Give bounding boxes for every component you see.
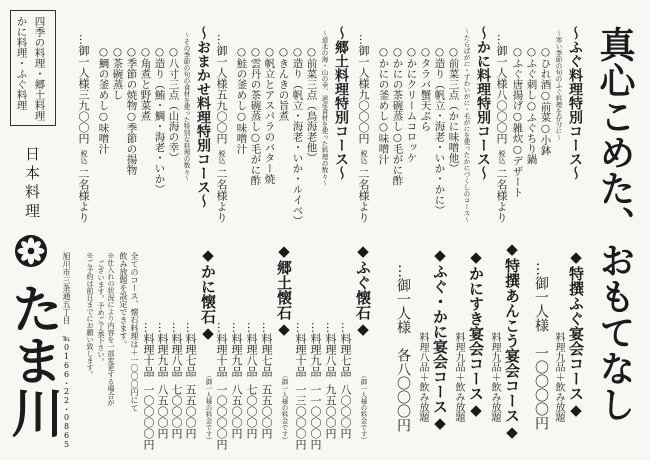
course-tax: 税込 — [218, 150, 226, 164]
note-line: 飲み放題を設定できます。 — [119, 252, 128, 348]
course-title: ～おまかせ料理特別コース～ — [195, 26, 211, 208]
course-item: ○造り（帆立・海老・いか・ルイベ） — [291, 46, 304, 226]
kaiseki-course: …料理八品 — [324, 322, 337, 377]
kaiseki-course: …料理九品 — [156, 322, 169, 377]
slogan: 真心こめた、おもてなし — [594, 26, 636, 422]
kaiseki-title: ◆郷土懐石◆ — [275, 242, 293, 338]
course-item: ○八寸三点（山海の幸） — [167, 46, 180, 163]
kaiseki-note: （御一人様の料金です） — [359, 372, 368, 444]
kaiseki-price: 七〇〇〇円 — [170, 384, 183, 439]
course-tax: 税込 — [498, 150, 506, 164]
course-subtitle: ～道北の海・山の幸、道産食材を使った料理の数々～ — [320, 30, 329, 186]
kaiseki-price: 八五〇〇円 — [230, 384, 243, 439]
kaiseki-course: …料理九品 — [309, 322, 322, 377]
course-title: ～郷土料理特別コース～ — [333, 26, 349, 180]
course-item: ○角煮と野菜煮 — [139, 46, 152, 121]
course-item: ○鮭の釜めし○味噌汁 — [235, 46, 248, 154]
kaiseki-price: 一三〇〇〇円 — [294, 384, 307, 450]
course-price: …御一人様五九〇〇円 — [215, 34, 228, 144]
kaiseki-note: （御一人様の料金です） — [204, 372, 213, 444]
course-item: ○季節の焼物○季節の揚物 — [125, 46, 138, 175]
telephone: ℡0166・22・0865 — [62, 334, 71, 449]
banquet-title: ◆ふぐ・かに宴会コース◆ — [431, 246, 449, 432]
logo-emblem-icon — [14, 234, 48, 268]
kaiseki-course: …料理七品 — [184, 322, 197, 377]
address: 旭川市三条通五丁目 — [62, 252, 71, 324]
banquet-detail: 料理九品＋飲み放題 — [489, 332, 500, 422]
course-title: ～かに料理特別コース～ — [475, 26, 491, 180]
banquet-title: ◆特撰あんこう宴会コース◆ — [503, 240, 521, 441]
kaiseki-price: 九五〇〇円 — [324, 384, 337, 439]
restaurant-name: たま川 — [2, 282, 63, 438]
banquet-price: …御一人様 一〇〇〇〇円 — [533, 262, 549, 430]
course-item: ○前菜三点（かに味噌他） — [447, 46, 460, 174]
course-item: ○ふぐ唐揚げ○雑炊○デザート — [511, 46, 524, 198]
genre-line: かに料理・ふぐ料理 — [15, 16, 28, 111]
note-line: 全てのコース、懐石料理は＋一〇〇〇円にて — [130, 252, 139, 412]
course-subtitle: ～その季節の旬の食材を使った特別な料理の数々～ — [182, 32, 191, 182]
kaiseki-price: 七〇〇〇円 — [245, 384, 258, 439]
banquet-title: ◆かにすき宴会コース◆ — [467, 248, 485, 419]
kaiseki-price: 一一〇〇〇円 — [309, 384, 322, 450]
kaiseki-course: …料理十品 — [215, 322, 228, 377]
kaiseki-course: …料理七品 — [260, 322, 273, 377]
course-item: ○造り（鮪・鯛・海老・いか） — [153, 46, 166, 195]
banquet-detail: 料理九品＋飲み放題 — [453, 332, 464, 422]
kaiseki-title: ◆かに懐石◆ — [199, 246, 217, 342]
kaiseki-course: …料理九品 — [230, 322, 243, 377]
course-item: ○ふぐ刺し○ふぐちり鍋 — [525, 46, 538, 165]
banquet-price: …御一人様 各八〇〇〇円 — [395, 264, 411, 432]
course-item: ○タラバ蟹天ぷら — [419, 46, 432, 132]
category-label: 日本料理 — [23, 146, 41, 222]
kaiseki-course: …料理十品 — [294, 322, 307, 377]
course-item: ○雲丹の茶碗蒸し○毛がに酢 — [249, 46, 262, 186]
kaiseki-course: …料理八品 — [245, 322, 258, 377]
banquet-detail: 料理八品＋飲み放題 — [417, 332, 428, 422]
course-tax: 税込 — [80, 150, 88, 164]
course-subtitle: ～寒い季節の旬のふぐ料理を存分に～ — [554, 30, 563, 141]
course-item: ○かにクリームコロッケ — [405, 46, 418, 163]
kaiseki-course: …料理十品 — [142, 322, 155, 377]
course-price: …御一人様九〇〇〇円 — [357, 34, 370, 144]
kaiseki-price: 一〇〇〇〇円 — [142, 384, 155, 450]
course-minimum: 二名様より — [495, 168, 508, 223]
course-minimum: 二名様より — [357, 168, 370, 223]
course-item: ○前菜三点（鳥海老他） — [305, 46, 318, 163]
course-item: ○帆立とアスパラのバター焼 — [263, 46, 276, 184]
course-price: …御一人様三九〇〇円 — [77, 34, 90, 144]
course-item: ○茶碗蒸し — [111, 46, 124, 100]
kaiseki-price: 五五〇〇円 — [184, 384, 197, 439]
course-item: ○ひれ酒○前菜○小鉢 — [539, 46, 552, 156]
course-item: ○かにの釜めし○味噌汁 — [377, 46, 390, 165]
kaiseki-price: 五五〇〇円 — [260, 384, 273, 439]
course-item: ○かにの茶碗蒸し○毛がに酢 — [391, 46, 404, 186]
note-line: ※ご予約は前日までにお願い致します。 — [86, 252, 94, 378]
kaiseki-course: …料理八品 — [170, 322, 183, 377]
kaiseki-course: …料理七品 — [339, 322, 352, 377]
course-subtitle: ～たらばがに・ずわいがに・毛がにを使ったかにづくしのコース～ — [462, 28, 471, 223]
course-tax: 税込 — [360, 150, 368, 164]
course-minimum: 二名様より — [77, 168, 90, 223]
kaiseki-price: 八五〇〇円 — [156, 384, 169, 439]
genre-line: 四季の料理・郷土料理 — [33, 16, 46, 121]
kaiseki-title: ◆ふぐ懐石◆ — [354, 242, 372, 338]
note-line: ございます。予めご了承下さい。 — [97, 260, 105, 365]
kaiseki-note: （御一人様の料金です） — [280, 372, 289, 444]
course-item: ○造り（帆立・海老・いか・かに） — [433, 46, 446, 216]
course-minimum: 二名様より — [215, 168, 228, 223]
course-item: ○きんきの旨煮 — [277, 46, 290, 121]
banquet-title: ◆特撰ふぐ宴会コース◆ — [567, 248, 585, 419]
course-price: …御一人様八〇〇〇円 — [495, 34, 508, 144]
banquet-detail: 料理九品＋飲み放題 — [553, 332, 564, 422]
note-line: ※仕入れの状況により内容を一部変更する場合が — [107, 252, 115, 406]
kaiseki-price: 一〇〇〇〇円 — [215, 384, 228, 450]
kaiseki-price: 八〇〇〇円 — [339, 384, 352, 439]
course-title: ～ふぐ料理特別コース～ — [567, 26, 583, 180]
course-item: ○鯛の釜めし○味噌汁 — [97, 46, 110, 154]
